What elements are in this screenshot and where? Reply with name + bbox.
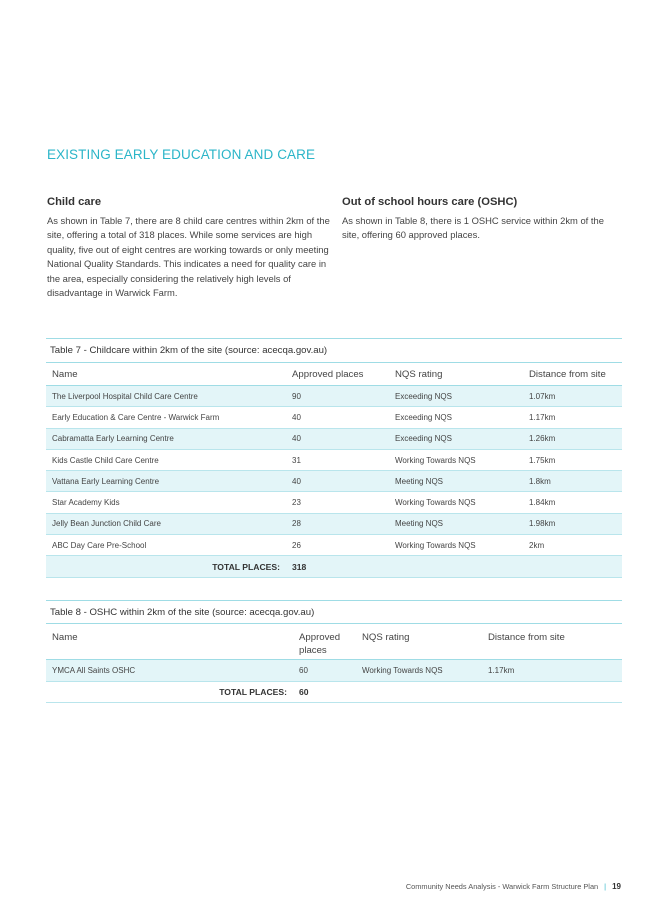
cell-distance: 1.98km [529,519,556,529]
cell-distance: 1.8km [529,476,551,486]
header-distance: Distance from site [488,632,565,643]
cell-nqs-rating: Exceeding NQS [395,434,452,444]
child-care-body: As shown in Table 7, there are 8 child care centres within 2km of the site, offering a total of 318 places. While some services are high quality, five out of eight centres are working towards or only meeting National Quality Standards. This indicates a need for quality care in the area, especially considering the relatively high levels of disadvantage in Warwick Farm. [47,215,330,299]
table-caption: Table 8 - OSHC within 2km of the site (source: acecqa.gov.au) [46,600,622,624]
cell-approved-places: 90 [292,391,301,401]
cell-distance: 1.26km [529,434,556,444]
cell-nqs-rating: Working Towards NQS [395,498,476,508]
table-row [46,535,622,556]
cell-nqs-rating: Exceeding NQS [395,391,452,401]
page-number: 19 [612,882,621,891]
cell-approved-places: 60 [299,665,308,675]
header-approved-places: Approved places [292,368,364,380]
table-body [46,386,622,556]
table-row [46,514,622,535]
cell-nqs-rating: Meeting NQS [395,476,444,486]
table-row [46,492,622,513]
cell-approved-places: 28 [292,519,301,529]
cell-approved-places: 40 [292,434,301,444]
cell-nqs-rating: Meeting NQS [395,519,444,529]
table-header-row [46,363,622,386]
cell-nqs-rating: Working Towards NQS [395,455,476,465]
section-heading: EXISTING EARLY EDUCATION AND CARE [47,147,316,162]
cell-name: Star Academy Kids [52,498,120,508]
total-row [46,556,622,577]
header-nqs-rating: NQS rating [395,368,443,380]
cell-name: The Liverpool Hospital Child Care Centre [52,391,198,401]
cell-name: Vattana Early Learning Centre [52,476,160,486]
cell-distance: 1.07km [529,391,556,401]
cell-name: Early Education & Care Centre - Warwick Farm [52,412,220,422]
header-nqs-rating: NQS rating [362,632,410,643]
table-row [46,386,622,407]
cell-approved-places: 40 [292,476,301,486]
cell-distance: 1.17km [529,412,556,422]
oshc-body: As shown in Table 8, there is 1 OSHC service within 2km of the site, offering 60 approved places. [342,215,604,241]
table-body [46,660,622,682]
cell-approved-places: 31 [292,455,301,465]
cell-name: Jelly Bean Junction Child Care [52,519,161,529]
cell-distance: 1.17km [488,665,515,675]
cell-nqs-rating: Working Towards NQS [362,665,443,675]
page-footer [406,882,621,891]
cell-distance: 2km [529,540,545,550]
child-care-column [47,196,332,300]
table-caption: Table 7 - Childcare within 2km of the site (source: acecqa.gov.au) [46,338,622,363]
total-value: 318 [292,561,307,572]
header-name: Name [52,632,78,643]
child-care-title: Child care [47,196,102,208]
table-row [46,660,622,682]
total-row [46,682,622,704]
oshc-table [46,600,622,703]
total-value: 60 [299,686,309,697]
cell-name: YMCA All Saints OSHC [52,665,136,675]
table-row [46,429,622,450]
table-row [46,450,622,471]
cell-distance: 1.75km [529,455,556,465]
oshc-title: Out of school hours care (OSHC) [342,196,518,208]
cell-approved-places: 26 [292,540,301,550]
cell-approved-places: 40 [292,412,301,422]
table-header-row [46,624,622,660]
header-name: Name [52,368,78,380]
childcare-table [46,338,622,578]
header-approved-places: Approved places [299,632,341,656]
table-row [46,471,622,492]
cell-name: Cabramatta Early Learning Centre [52,434,174,444]
cell-distance: 1.84km [529,498,556,508]
footer-separator: | [604,882,607,891]
table-row [46,407,622,428]
cell-nqs-rating: Working Towards NQS [395,540,476,550]
oshc-column [342,196,622,243]
total-label: TOTAL PLACES: [212,561,280,572]
header-distance: Distance from site [529,368,606,380]
cell-name: ABC Day Care Pre-School [52,540,147,550]
cell-name: Kids Castle Child Care Centre [52,455,159,465]
total-label: TOTAL PLACES: [219,686,287,697]
footer-text: Community Needs Analysis - Warwick Farm Structure Plan [405,882,599,891]
cell-nqs-rating: Exceeding NQS [395,412,452,422]
cell-approved-places: 23 [292,498,301,508]
